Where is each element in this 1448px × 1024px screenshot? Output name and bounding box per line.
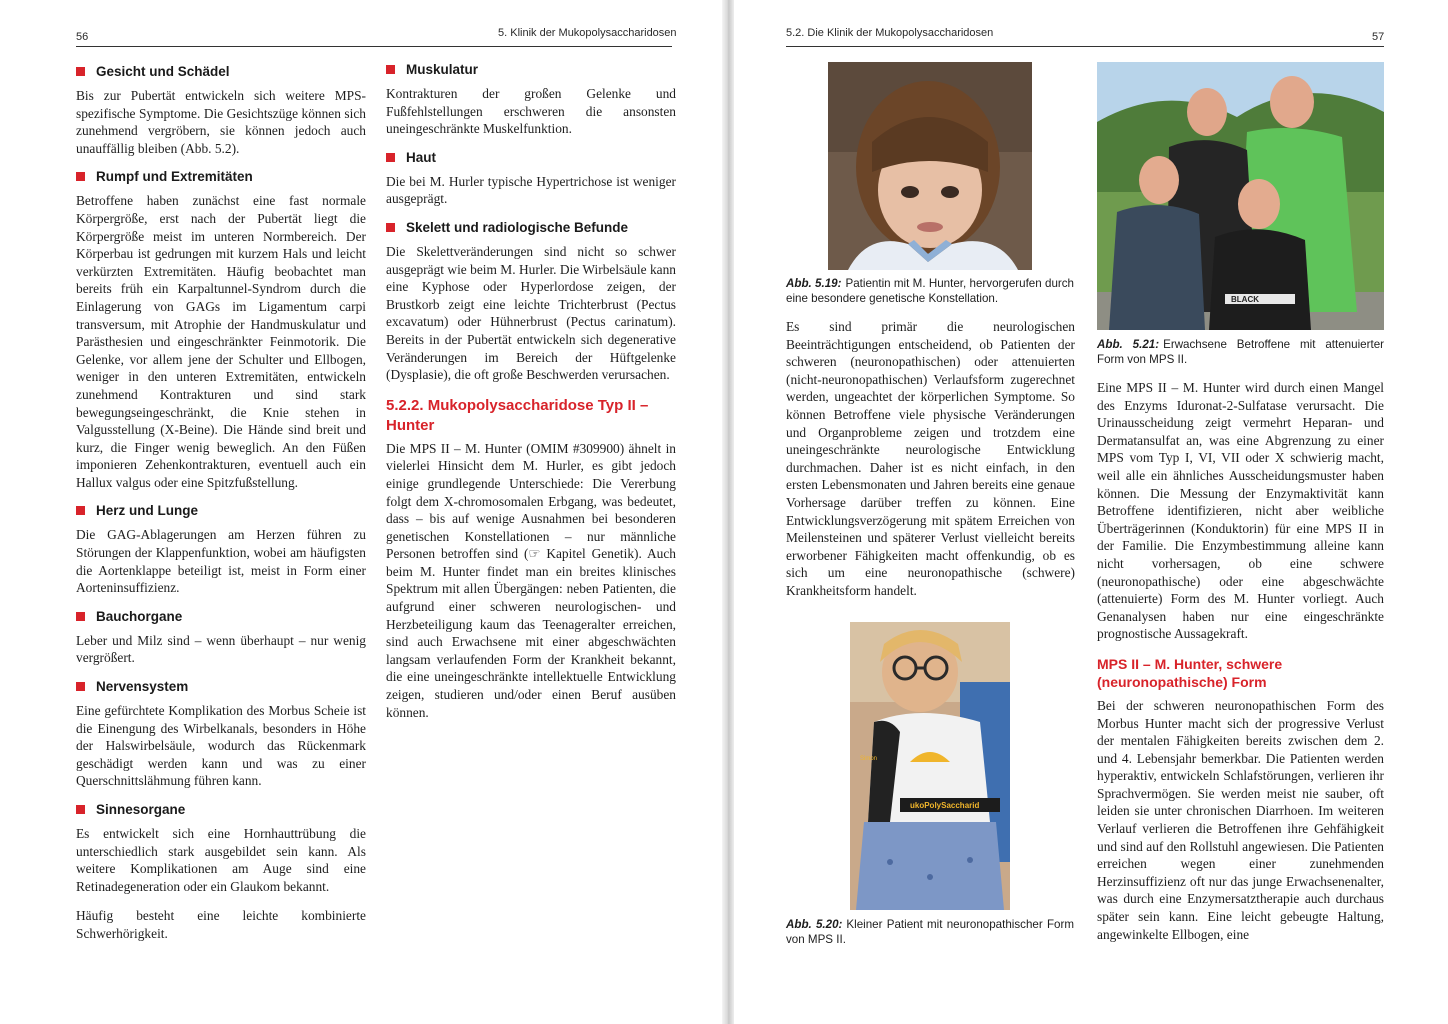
red-square-icon [76, 612, 85, 621]
chapter-heading: 5.2.2. Mukopolysaccharidose Typ II – Hunter [386, 396, 649, 434]
paragraph-neurologisch: Es sind primär die neurologischen Beeinträchtigungen entscheidend, ob Patienten der schweren (neuronopathischen) oder attenuierten (nicht-neuronopathischen) Verlaufsform zugerechnet werden, ungeachtet der körperlichen Symptome. So können Betroffene viele physische Veränderungen und Organprobleme zeigen und trotzdem eine uneingeschränkte neurologische Entwicklung durchmachen. Daher ist es nicht einfach, in den ersten Lebensmonaten und Jahren bereits eine genaue Vorhersage darüber treffen zu können. Eine Entwicklungsverzögerung mit spätem Erreichen von Meilensteinen und späterer Verlust vielleicht bereits erworbener Fähigkeiten macht offenkundig, ob es sich um eine neuronopathische (schwere) Krankheitsform handelt. [786, 319, 1075, 598]
section-heading: Bauchorgane [76, 609, 366, 624]
section-text: Die GAG-Ablagerungen am Herzen führen zu Störungen der Klappenfunktion, wobei am häufigsten die Aortenklappe beteiligt ist, meist in Form einer Aorteninsuffizienz. [76, 527, 366, 596]
red-square-icon [386, 223, 395, 232]
section-heading: Sinnesorgane [76, 802, 366, 817]
red-square-icon [386, 65, 395, 74]
sub-heading-schwere-form: MPS II – M. Hunter, schwere (neuronopathische) Form [1097, 655, 1283, 690]
section-text: Leber und Milz sind – wenn überhaupt – nur wenig vergrößert. [76, 632, 366, 666]
section-nerven [76, 679, 366, 790]
running-head-left: 5. Klinik der Mukopolysaccharidosen [498, 27, 677, 39]
header-rule-right [786, 46, 1384, 47]
figure-5-21-caption [1097, 337, 1384, 367]
red-square-icon [76, 805, 85, 814]
shirt-print-text: ukoPolySaccharid [910, 801, 980, 810]
page-number-right: 57 [1372, 31, 1385, 43]
section-text: Es entwickelt sich eine Hornhauttrübung die unterschiedlich stark ausgebildet sein kann. Als weitere Komplikationen am Auge sind eine Retinadegeneration oder ein Glaukom bekannt. [76, 826, 366, 894]
running-head-right: 5.2. Die Klinik der Mukopolysaccharidosen [786, 27, 994, 39]
section-heading: Muskulatur [386, 62, 676, 77]
section-text: Die bei M. Hurler typische Hypertrichose ist weniger ausgeprägt. [386, 173, 676, 207]
right-page [734, 0, 1448, 1024]
section-heading: Nervensystem [76, 679, 366, 694]
figure-5-21-photo [1097, 62, 1384, 330]
section-muskulatur [386, 62, 676, 138]
right-column-1 [786, 318, 1075, 600]
paragraph-schwere-form: Bei der schweren neuronopathischen Form des Morbus Hunter macht sich der progressive Verlust der mentalen Fähigkeiten bereits zwischen dem 2. und 4. Lebensjahr bemerkbar. Die Patienten werden hyperaktiv, entwickeln Schlafstörungen, verlieren ihr Sprachvermögen. Sie werden meist nie sauber, oft leiden sie unter chronischen Diarrhoen. Im weiteren Verlauf verlieren die Betroffenen ihre Gehfähigkeit und sind auf den Rollstuhl angewiesen. Die Patienten erreichen wegen einer zunehmenden Herzinsuffizienz oft nur das junge Erwachsenenalter, was durch eine Enzymersatztherapie auch durchaus später sein kann. Eine leicht gebeugte Haltung, angewinkelte Ellbogen, eine [1097, 697, 1384, 942]
figure-5-19-caption [786, 276, 1074, 306]
figure-caption-text: Kleiner Patient mit neuronopathischer Form von MPS II. [786, 918, 1074, 946]
section-heading: Herz und Lunge [76, 503, 366, 518]
page-number-left: 56 [76, 31, 89, 43]
paragraph-enzym: Eine MPS II – M. Hunter wird durch einen Mangel des Enzyms Iduronat-2-Sulfatase verursacht. Die Urinausscheidung zeigt vermehrt Heparan- und Dermatansulfat an, was eine Abgrenzung zu einer MPS vom Typ I, VI, VII oder X schwierig macht, weil alle ein ähnliches Ausscheidungsmuster haben können. Die Messung der Enzymaktivität kann Betroffene identifizieren, nicht aber weibliche Überträgerinnen (Konduktorin) für eine MPS II in der Familie. Die Enzymbestimmung alleine kann nicht vorhersagen, ob eine schwere (neuronopathische) oder eine abgeschwächte (attenuierte) Form des M. Hunter vorliegt. Auch Genanalysen haben nur eine eingeschränkte prognostische Aussagekraft. [1097, 380, 1384, 642]
section-heading: Haut [386, 150, 676, 165]
figure-5-20-photo [850, 622, 1010, 910]
header-rule-left [76, 46, 672, 47]
left-page [0, 0, 722, 1024]
red-square-icon [76, 172, 85, 181]
left-column-1 [76, 64, 366, 943]
left-column-2 [386, 62, 676, 721]
chapter-text: Die MPS II – M. Hunter (OMIM #309900) ähnelt in vielerlei Hinsicht dem M. Hurler, es gibt jedoch einige grundlegende Unterschiede: Die Vererbung folgt dem X-chromosomalen Erbgang, was bedeutet, dass – bis auf wenige Ausnahmen bei besonderen genetischen Konstellationen – nur männliche Personen betroffen sind (☞ Kapitel Genetik). Auch beim M. Hunter findet man ein breites klinisches Spektrum mit allen Übergängen: neben Patienten, die aufgrund einer schweren neurologischen- und Herzbeteiligung kaum das Teenageralter erreichen, sind auch Erwachsene mit einer abgeschwächten langsam verlaufenden Form der Krankheit bekannt, die eine uneingeschränkte intellektuelle Entwicklung zeigen, studieren und/oder einen Beruf ausüben können. [386, 440, 676, 720]
book-gutter [722, 0, 734, 1024]
section-rumpf [76, 169, 366, 491]
section-bauch [76, 609, 366, 667]
section-haut [386, 150, 676, 208]
section-heading: Gesicht und Schädel [76, 64, 366, 79]
figure-label: Abb. 5.21: [1097, 338, 1160, 351]
red-square-icon [386, 153, 395, 162]
section-text: Eine gefürchtete Komplikation des Morbus Scheie ist die Einengung des Wirbelkanals, besonders in Höhe der Halswirbelsäule, wodurch das Rückenmark geschädigt werden kann und was zu einer Querschnittslähmung führen kann. [76, 703, 366, 789]
figure-label: Abb. 5.19: [786, 277, 842, 290]
shirt-print-text: BLACK [1231, 295, 1259, 304]
section-skelett [386, 220, 676, 384]
section-text: Die Skelettveränderungen sind nicht so schwer ausgeprägt wie beim M. Hurler. Die Wirbelsäule kann eine Kyphose oder Hyperlordose zeigen, der Brustkorb zeigt eine leichte Trichterbrust (Pectus excavatum) oder Hühnerbrust (Pectus carinatum). Bereits in der Pubertät entwickeln sich degenerative Veränderungen im Bereich der Hüftgelenke (Dysplasie), die oft große Beschwerden verursachen. [386, 243, 676, 383]
figure-caption-text: Erwachsene Betroffene mit attenuierter Form von MPS II. [1097, 338, 1384, 366]
red-square-icon [76, 67, 85, 76]
right-column-2 [1097, 379, 1384, 943]
figure-5-19-photo [828, 62, 1032, 270]
closing-paragraph: Häufig besteht eine leichte kombinierte Schwerhörigkeit. [76, 908, 366, 941]
section-heading: Skelett und radiologische Befunde [386, 220, 676, 235]
red-square-icon [76, 682, 85, 691]
figure-5-20-caption [786, 917, 1074, 947]
figure-caption-text: Patientin mit M. Hunter, hervorgerufen durch eine besondere genetische Konstellation. [786, 277, 1074, 305]
section-gesicht [76, 64, 366, 157]
section-herz [76, 503, 366, 596]
section-text: Betroffene haben zunächst eine fast normale Körpergröße, erst nach der Pubertät liegt die Körpergröße meist im unteren Normbereich. Der Körperbau ist gedrungen mit kurzem Hals und leicht verkürzten Extremitäten. Häufig beobachtet man bereits früh ein Karpaltunnel-Syndrom durch die Einlagerung von GAGs im Ligamentum carpi transversum, mit Atrophie der Handmuskulatur und Parästhesien und eingeschränkter Feinmotorik. Die Gelenke, vor allem jene der Schulter und Ellbogen, weniger in den unteren Extremitäten, entwickeln zunehmend Kontrakturen und sind stark bewegungseingeschränkt, die Knie stehen in Valgusstellung (X-Beine). Die Hände sind breit und kurz, die Finger wenig beweglich. An den Füßen imponieren Zehenkontrakturen, eventuell auch ein Hallux valgus oder eine Spitzfußstellung. [76, 193, 366, 490]
shirt-name-text: Simon [860, 756, 878, 762]
section-text: Bis zur Pubertät entwickeln sich weitere MPS-spezifische Symptome. Die Gesichtszüge können sich zunehmend vergröbern, sie können jedoch auch unauffällig bleiben (Abb. 5.2). [76, 88, 366, 156]
section-text: Kontrakturen der großen Gelenke und Fußfehlstellungen erschweren die ansonsten uneingeschränkte Muskelfunktion. [386, 86, 676, 137]
section-heading: Rumpf und Extremitäten [76, 169, 366, 184]
red-square-icon [76, 506, 85, 515]
section-sinne [76, 802, 366, 895]
figure-label: Abb. 5.20: [786, 918, 843, 931]
